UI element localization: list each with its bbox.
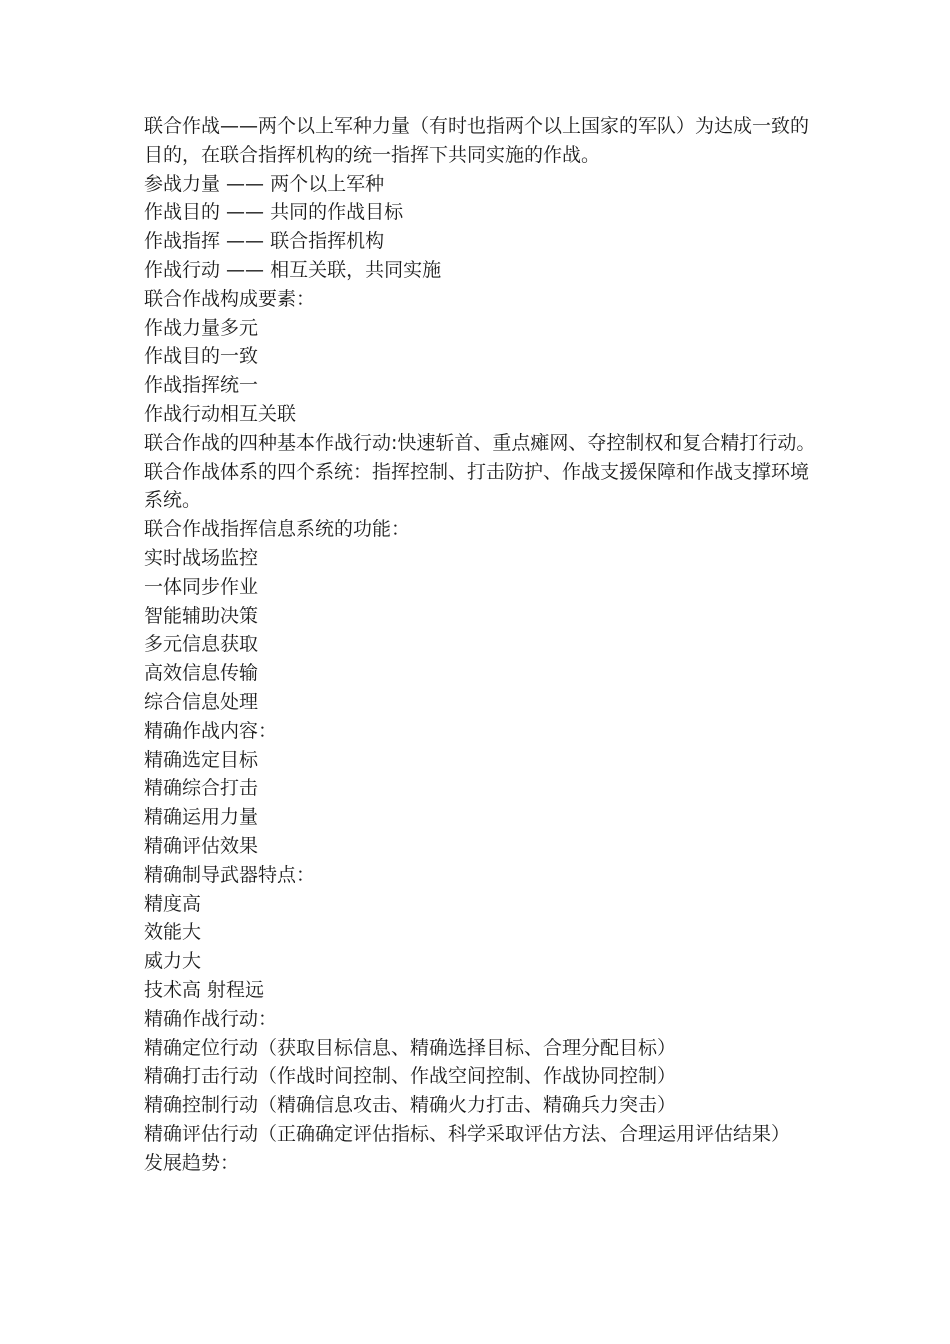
list-item: 精确选定目标: [144, 748, 259, 771]
list-item: 作战指挥统一: [144, 374, 259, 397]
list-item: 精确定位行动（获取目标信息、精确选择目标、合理分配目标）: [144, 1036, 677, 1059]
paragraph-definition: 联合作战——两个以上军种力量（有时也指两个以上国家的军队）为达成一致的目的，在联合指挥机构的统一指挥下共同实施的作战。: [144, 115, 810, 166]
paragraph-four-systems: 联合作战体系的四个系统：指挥控制、打击防护、作战支援保障和作战支撑环境系统。: [144, 460, 810, 512]
list-item: 实时战场监控: [144, 546, 259, 569]
list-item: 精确打击行动（作战时间控制、作战空间控制、作战协同控制）: [144, 1065, 677, 1088]
list-item: 作战目的一致: [144, 345, 259, 368]
list-item: 精确评估行动（正确确定评估指标、科学采取评估方法、合理运用评估结果）: [144, 1122, 791, 1145]
list-item: 高效信息传输: [144, 662, 259, 685]
heading-development-trends: 发展趋势：: [144, 1151, 240, 1174]
list-item: 精确评估效果: [144, 834, 259, 857]
list-item: 多元信息获取: [144, 633, 259, 656]
list-item: 效能大: [144, 921, 202, 944]
list-item: 威力大: [144, 950, 202, 973]
list-item: 精确运用力量: [144, 806, 259, 829]
heading-system-functions: 联合作战指挥信息系统的功能：: [144, 518, 411, 541]
heading-precision-actions: 精确作战行动：: [144, 1007, 278, 1030]
list-item: 智能辅助决策: [144, 604, 259, 627]
line-participating-forces: 参战力量 —— 两个以上军种: [144, 172, 385, 195]
heading-elements: 联合作战构成要素：: [144, 287, 316, 310]
list-item: 精确综合打击: [144, 777, 259, 800]
paragraph-basic-actions: 联合作战的四种基本作战行动:快速斩首、重点瘫网、夺控制权和复合精打行动。: [144, 431, 816, 454]
document-body: [144, 112, 814, 1177]
list-item: 精确控制行动（精确信息攻击、精确火力打击、精确兵力突击）: [144, 1094, 677, 1117]
list-item: 一体同步作业: [144, 575, 259, 598]
list-item: 综合信息处理: [144, 690, 259, 713]
line-combat-action: 作战行动 —— 相互关联，共同实施: [144, 258, 442, 281]
list-item: 作战力量多元: [144, 316, 259, 339]
list-item: 作战行动相互关联: [144, 402, 297, 425]
heading-weapon-features: 精确制导武器特点：: [144, 863, 316, 886]
line-combat-command: 作战指挥 —— 联合指挥机构: [144, 230, 385, 253]
heading-precision-content: 精确作战内容：: [144, 719, 278, 742]
list-item: 技术高 射程远: [144, 978, 265, 1001]
list-item: 精度高: [144, 892, 202, 915]
line-combat-objective: 作战目的 —— 共同的作战目标: [144, 201, 404, 224]
